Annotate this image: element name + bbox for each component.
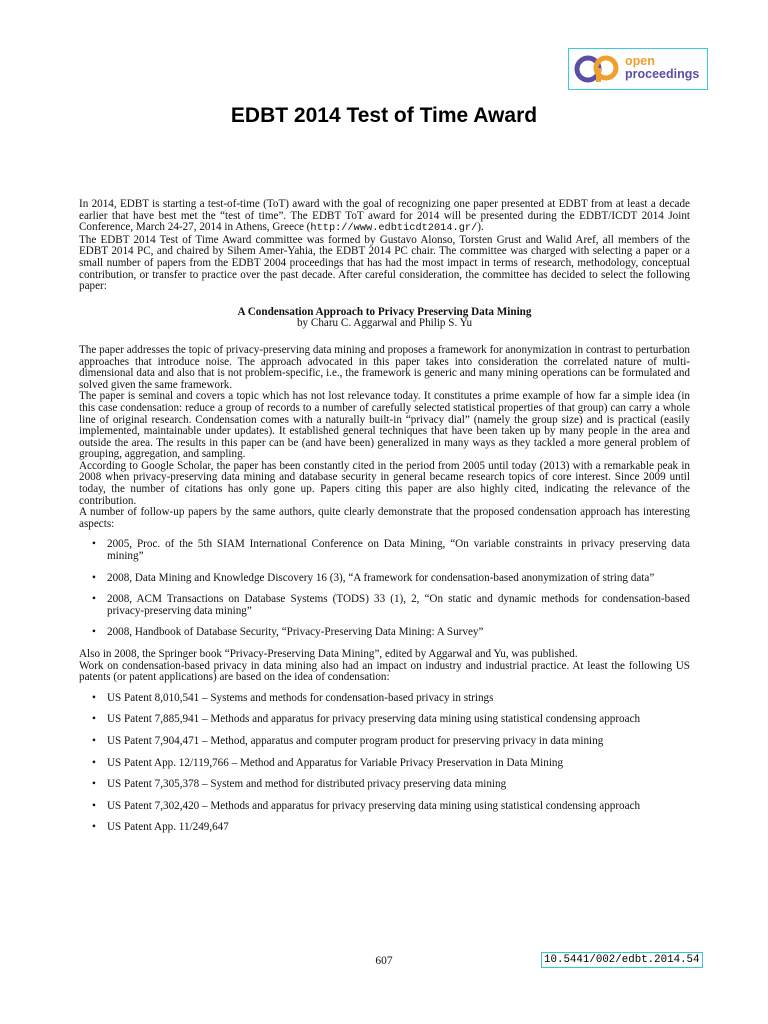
bullet: •: [92, 593, 96, 606]
list-item-text: US Patent 7,885,941 – Methods and apparatus for privacy preserving data mining using statistical condensing approach: [107, 713, 641, 726]
paper-title: A Condensation Approach to Privacy Preserving Data Mining: [237, 305, 532, 318]
bullet: •: [92, 713, 96, 726]
list-item-text: 2008, Handbook of Database Security, “Privacy-Preserving Data Mining: A Survey”: [107, 626, 484, 639]
doi-link[interactable]: 10.5441/002/edbt.2014.54: [541, 952, 703, 968]
list-item: [79, 779, 690, 791]
logo-text-open: open: [625, 54, 655, 68]
bullet: •: [92, 571, 96, 584]
list-item-text: US Patent 7,904,471 – Method, apparatus and computer program product for preserving privacy in data mining: [107, 734, 604, 747]
bullet: •: [92, 778, 96, 791]
list-item: [79, 573, 690, 585]
logo-text: [625, 55, 699, 81]
list-item-text: US Patent App. 11/249,647: [107, 821, 229, 834]
intro-text-a: In 2014, EDBT is starting a test-of-time (ToT) award with the goal of recognizing one paper presented at EDBT from at least a decade earlier that have best met the “test of time”. The EDBT ToT award for 2014 will be presented during the EDBT/ICDT 2014 Joint Conference, March 24-27, 2014 in Athens, Greece (: [79, 198, 690, 234]
open-proceedings-logo-icon: [573, 54, 623, 84]
list-item-text: US Patent 7,305,378 – System and method for distributed privacy preserving data mining: [107, 778, 507, 791]
intro-text-b: ).: [477, 221, 484, 234]
list-item: [79, 627, 690, 639]
list-item-text: 2005, Proc. of the 5th SIAM International Conference on Data Mining, “On variable constraints in privacy preserving data mining”: [107, 538, 690, 563]
list-item-text: 2008, ACM Transactions on Database Systems (TODS) 33 (1), 2, “On static and dynamic methods for condensation-based privacy-preserving data mining”: [107, 593, 690, 617]
list-item-text: US Patent App. 12/119,766 – Method and Apparatus for Variable Privacy Preservation in Data Mining: [107, 756, 564, 769]
bullet: •: [92, 626, 96, 639]
main-content: [79, 199, 690, 844]
body-paragraph-4: A number of follow-up papers by the same authors, quite clearly demonstrate that the proposed condensation approach has interesting aspects:: [79, 506, 690, 530]
list-item: [79, 822, 690, 834]
page-title: EDBT 2014 Test of Time Award: [230, 104, 538, 127]
body-paragraph-2: The paper is seminal and covers a topic which has not lost relevance today. It constitutes a prime example of how far a simple idea (in this case condensation: reduce a group of records to a number of carefully selected statistical properties of that group) can carry a whole line of original research. Condensation comes with a naturally built-in “privacy dial” (namely the group size) and is practical (easily implemented, maintainable under updates). It established general techniques that have been taken up by many people in the area and outside the area. The results in this paper can be (and have been) generalized in many ways as they tackled a more general problem of grouping, aggregation, and sampling.: [79, 390, 690, 461]
body-paragraph-5: Also in 2008, the Springer book “Privacy-Preserving Data Mining”, edited by Aggarwal and Yu, was published.: [79, 648, 578, 660]
bullet: •: [92, 756, 96, 769]
list-item: [79, 539, 690, 562]
list-item: [79, 594, 690, 617]
patents-list: [79, 693, 690, 834]
page-number: 607: [375, 955, 393, 967]
open-proceedings-logo: [568, 48, 708, 90]
list-item: [79, 758, 690, 770]
committee-paragraph: The EDBT 2014 Test of Time Award committee was formed by Gustavo Alonso, Torsten Grust and Walid Aref, all members of the EDBT 2014 PC, and chaired by Sihem Amer-Yahia, the EDBT 2014 PC chair. The committee was charged with selecting a paper or a small number of papers from the EDBT 2004 proceedings that has had the most impact in terms of research, methodology, conceptual contribution, or transfer to practice over the past decade. After careful consideration, the committee has decided to select the following paper:: [79, 233, 690, 293]
logo-text-proceedings: proceedings: [625, 67, 700, 81]
body-paragraph-1: The paper addresses the topic of privacy-preserving data mining and proposes a framework for anonymization in contrast to perturbation approaches that introduce noise. The approach advocated in this paper takes into consideration the correlated nature of multi-dimensional data and also that is not problem-specific, i.e., the framework is generic and many mining operations can be formulated and solved given the same framework.: [79, 343, 690, 391]
bullet: •: [92, 734, 96, 747]
followup-papers-list: [79, 539, 690, 639]
body-paragraph-6: Work on condensation-based privacy in data mining also had an impact on industry and industrial practice. At least the following US patents (or patent applications) are based on the idea of condensation:: [79, 659, 690, 684]
bullet: •: [92, 799, 96, 812]
bullet: •: [92, 821, 96, 834]
awarded-paper: [79, 307, 690, 330]
list-item: [79, 736, 690, 748]
bullet: •: [92, 691, 96, 704]
list-item-text: US Patent 8,010,541 – Systems and methods for condensation-based privacy in strings: [107, 691, 494, 704]
list-item: [79, 714, 690, 726]
bullet: •: [92, 538, 96, 551]
paper-authors: by Charu C. Aggarwal and Philip S. Yu: [296, 317, 473, 330]
body-paragraph-3: According to Google Scholar, the paper has been constantly cited in the period from 2005 until today (2013) with a remarkable peak in 2008 when privacy-preserving data mining and database security in general became research topics of core interest. Since 2009 until today, the number of citations has only gone up. Papers citing this paper are also highly cited, indicating the relevance of the contribution.: [79, 459, 690, 507]
conference-url[interactable]: http://www.edbticdt2014.gr/: [310, 222, 478, 235]
list-item: [79, 801, 690, 813]
list-item: [79, 693, 690, 705]
list-item-text: 2008, Data Mining and Knowledge Discovery 16 (3), “A framework for condensation-based anonymization of string data”: [107, 571, 655, 584]
list-item-text: US Patent 7,302,420 – Methods and apparatus for privacy preserving data mining using statistical condensing approach: [107, 799, 641, 812]
intro-paragraph: [79, 199, 690, 235]
